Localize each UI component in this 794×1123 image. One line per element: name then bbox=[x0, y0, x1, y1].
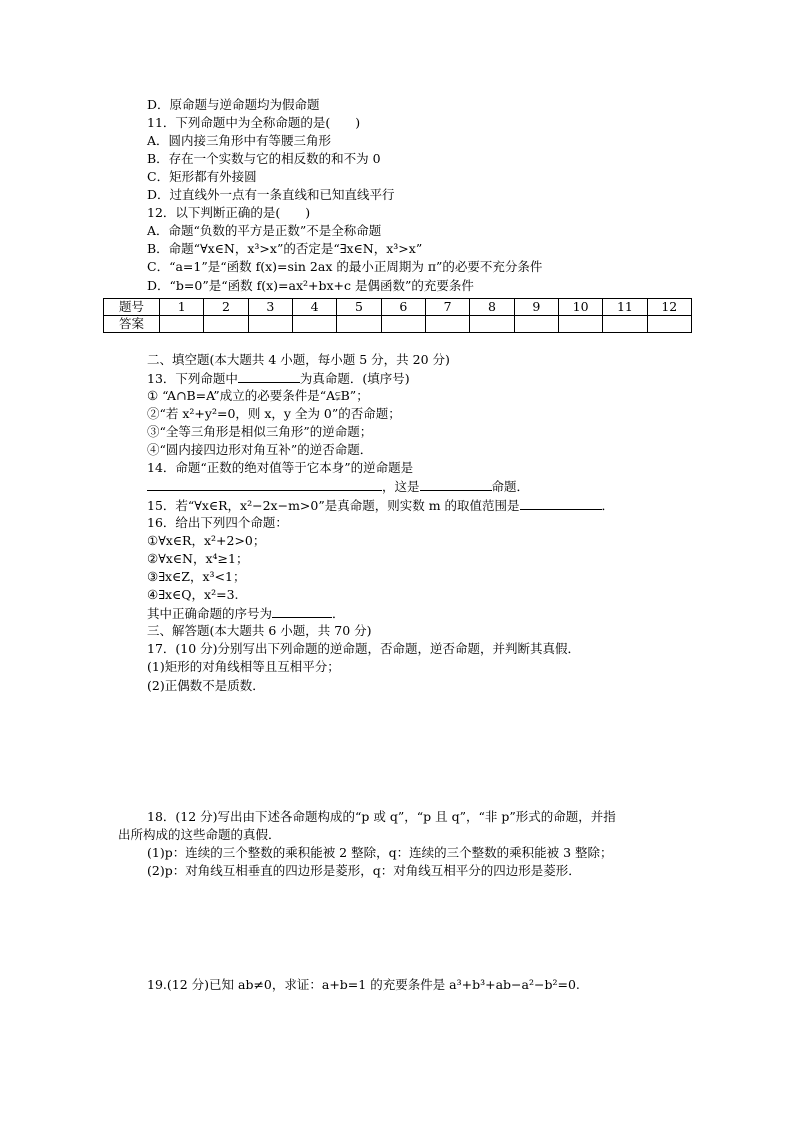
answer-table-number: 10 bbox=[558, 299, 602, 316]
option-b-q11: B．存在一个实数与它的相反数的和不为 0 bbox=[147, 151, 381, 166]
question-14-text-tail: 命题． bbox=[491, 479, 530, 494]
answer-blank-14a[interactable] bbox=[147, 478, 382, 491]
answer-cell[interactable] bbox=[292, 316, 336, 333]
answer-cell[interactable] bbox=[647, 316, 691, 333]
question-14-blanks bbox=[147, 478, 529, 495]
answer-table-number: 1 bbox=[160, 299, 204, 316]
answer-cell[interactable] bbox=[248, 316, 292, 333]
section-fill-in-heading: 二、填空题(本大题共 4 小题，每小题 5 分，共 20 分) bbox=[147, 352, 450, 367]
question-16-answer bbox=[147, 605, 345, 622]
q17-part-2: (2)正偶数不是质数． bbox=[147, 678, 265, 693]
q13-statement-1: ① “A∩B=A”成立的必要条件是“A⫋B”； bbox=[147, 388, 369, 403]
question-12: 12．以下判断正确的是( ) bbox=[147, 205, 311, 220]
answer-cell[interactable] bbox=[470, 316, 514, 333]
question-16-answer-text: 其中正确命题的序号为 bbox=[147, 606, 273, 621]
question-14-text-mid: ，这是 bbox=[382, 479, 420, 494]
answer-blank-15[interactable] bbox=[520, 497, 602, 510]
question-17: 17．(10 分)分别写出下列命题的逆命题，否命题，逆否命题，并判断其真假． bbox=[147, 641, 581, 656]
answer-blank-14b[interactable] bbox=[420, 478, 492, 491]
answer-table-row-numbers bbox=[104, 299, 692, 316]
question-19: 19.(12 分)已知 ab≠0，求证：a+b=1 的充要条件是 a³+b³+ab−a²−b²=0. bbox=[147, 977, 580, 992]
question-15-text-tail: ． bbox=[601, 498, 615, 513]
answer-table-header-answer: 答案 bbox=[104, 316, 160, 333]
answer-blank-13[interactable] bbox=[238, 370, 300, 383]
question-11: 11．下列命题中为全称命题的是( ) bbox=[147, 115, 361, 130]
answer-blank-16[interactable] bbox=[272, 605, 332, 618]
answer-table-number: 5 bbox=[337, 299, 381, 316]
q18-part-2: (2)p：对角线互相垂直的四边形是菱形，q：对角线互相平分的四边形是菱形． bbox=[147, 863, 581, 878]
option-b-q12: B．命题“∀x∈N，x³>x”的否定是“∃x∈N，x³>x” bbox=[147, 241, 423, 256]
question-13 bbox=[147, 370, 410, 387]
answer-table-number: 9 bbox=[514, 299, 558, 316]
question-13-text: 13．下列命题中 bbox=[147, 371, 238, 386]
option-d-q11: D．过直线外一点有一条直线和已知直线平行 bbox=[147, 187, 395, 202]
answer-cell[interactable] bbox=[425, 316, 469, 333]
question-14: 14．命题“正数的绝对值等于它本身”的逆命题是 bbox=[147, 460, 414, 475]
answer-cell[interactable] bbox=[381, 316, 425, 333]
answer-table-number: 11 bbox=[603, 299, 647, 316]
answer-cell[interactable] bbox=[558, 316, 602, 333]
question-13-text-tail: 为真命题．(填序号) bbox=[299, 371, 410, 386]
q16-proposition-1: ①∀x∈R，x²+2>0； bbox=[147, 533, 266, 548]
answer-table-number: 2 bbox=[204, 299, 248, 316]
question-18-continued: 出所构成的这些命题的真假． bbox=[118, 827, 281, 842]
answer-cell[interactable] bbox=[204, 316, 248, 333]
answer-table-row-answers bbox=[104, 316, 692, 333]
answer-table-number: 4 bbox=[292, 299, 336, 316]
option-c-q11: C．矩形都有外接圆 bbox=[147, 169, 257, 184]
question-18: 18．(12 分)写出由下述各命题构成的“p 或 q”，“p 且 q”，“非 p”形式的命题，并指 bbox=[147, 809, 616, 824]
answer-table-number: 8 bbox=[470, 299, 514, 316]
q13-statement-2: ②“若 x²+y²=0，则 x，y 全为 0”的否命题； bbox=[147, 406, 401, 421]
question-15 bbox=[147, 497, 614, 514]
q16-proposition-4: ④∃x∈Q，x²=3. bbox=[147, 587, 239, 602]
answer-table-number: 7 bbox=[425, 299, 469, 316]
question-16: 16．给出下列四个命题： bbox=[147, 515, 288, 530]
q17-part-1: (1)矩形的对角线相等且互相平分； bbox=[147, 659, 340, 674]
q13-statement-4: ④“圆内接四边形对角互补”的逆否命题． bbox=[147, 442, 373, 457]
answer-table-header-number: 题号 bbox=[104, 299, 160, 316]
option-a-q12: A．命题“负数的平方是正数”不是全称命题 bbox=[147, 223, 382, 238]
question-15-text: 15．若“∀x∈R，x²−2x−m>0”是真命题，则实数 m 的取值范围是 bbox=[147, 498, 520, 513]
answer-cell[interactable] bbox=[337, 316, 381, 333]
answer-cell[interactable] bbox=[514, 316, 558, 333]
q16-proposition-2: ②∀x∈N，x⁴≥1； bbox=[147, 551, 249, 566]
question-16-answer-tail: ． bbox=[332, 606, 345, 621]
answer-table-number: 3 bbox=[248, 299, 292, 316]
option-c-q12: C．“a=1”是“函数 f(x)=sin 2ax 的最小正周期为 π”的必要不充分条件 bbox=[147, 259, 543, 274]
answer-table-number: 6 bbox=[381, 299, 425, 316]
answer-table bbox=[103, 298, 692, 333]
q13-statement-3: ③“全等三角形是相似三角形”的逆命题； bbox=[147, 424, 373, 439]
answer-cell[interactable] bbox=[160, 316, 204, 333]
q16-proposition-3: ③∃x∈Z，x³<1； bbox=[147, 569, 246, 584]
q18-part-1: (1)p：连续的三个整数的乘积能被 2 整除，q：连续的三个整数的乘积能被 3 整除； bbox=[147, 845, 613, 860]
option-a-q11: A．圆内接三角形中有等腰三角形 bbox=[147, 133, 332, 148]
option-d-q12: D．“b=0”是“函数 f(x)=ax²+bx+c 是偶函数”的充要条件 bbox=[147, 278, 474, 293]
answer-table-number: 12 bbox=[647, 299, 691, 316]
option-d-q10: D．原命题与逆命题均为假命题 bbox=[147, 97, 320, 112]
section-solution-heading: 三、解答题(本大题共 6 小题，共 70 分) bbox=[147, 623, 372, 638]
answer-cell[interactable] bbox=[603, 316, 647, 333]
